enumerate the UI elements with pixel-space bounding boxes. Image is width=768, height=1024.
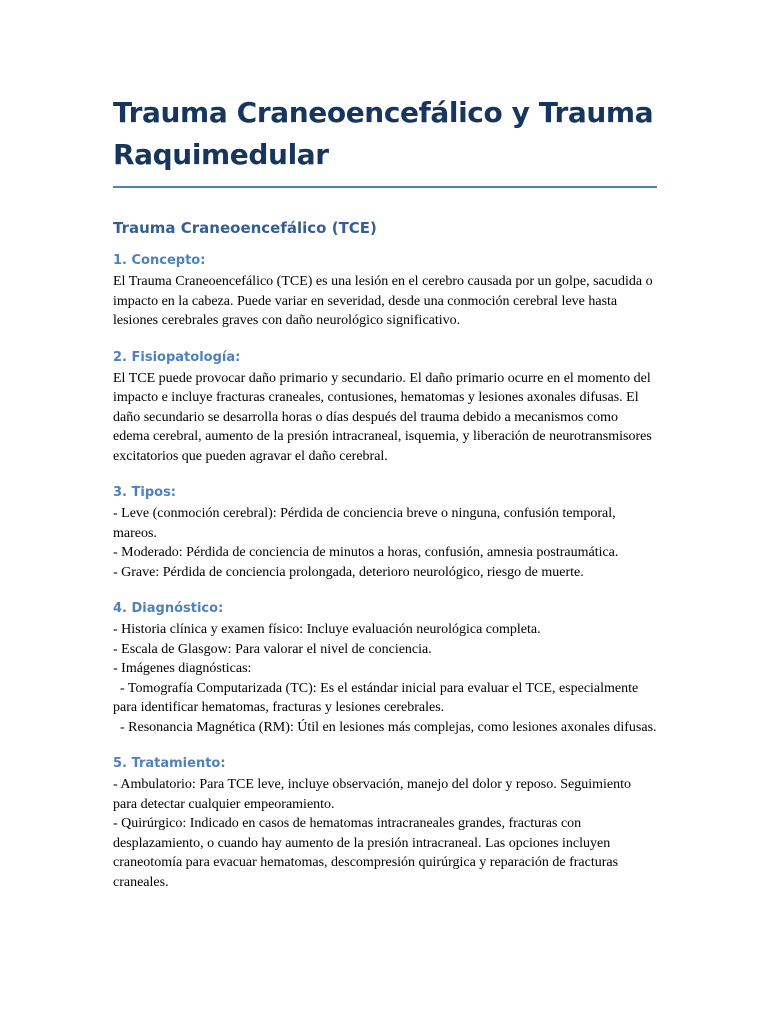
heading-tratamiento: 5. Tratamiento: [113,756,226,771]
list-item-escala-glasgow: - Escala de Glasgow: Para valorar el nivel de conciencia. [113,641,432,657]
paragraph-concepto: El Trauma Craneoencefálico (TCE) es una lesión en el cerebro causada por un golpe, sacudida o impacto en la cabeza. Puede variar en severidad, desde una conmoción cerebral leve hasta lesiones cerebrales graves con daño neurológico significativo. [113,274,653,328]
document-content [113,92,657,892]
list-item-historia-clinica: - Historia clínica y examen físico: Incluye evaluación neurológica completa. [113,622,541,637]
heading-fisiopatologia: 2. Fisiopatología: [113,349,241,365]
list-item-tomografia: - Tomografía Computarizada (TC): Es el estándar inicial para evaluar el TCE, especialmente para identificar hematomas, fracturas y lesiones cerebrales. [113,680,642,715]
list-item-ambulatorio: - Ambulatorio: Para TCE leve, incluye observación, manejo del dolor y reposo. Seguimiento para detectar cualquier empeoramiento. [113,777,635,812]
list-item-tipo-leve: - Leve (conmoción cerebral): Pérdida de conciencia breve o ninguna, confusión temporal, mareos. [113,506,620,541]
list-item-tipo-grave: - Grave: Pérdida de conciencia prolongada, deterioro neurológico, riesgo de muerte. [113,564,584,580]
heading-diagnostico: 4. Diagnóstico: [113,601,224,616]
heading-concepto: 1. Concepto: [113,253,206,268]
list-item-tipo-moderado: - Moderado: Pérdida de conciencia de minutos a horas, confusión, amnesia postraumática. [113,545,619,560]
document-title: Trauma Craneoencefálico y Trauma Raquimedular [113,92,657,188]
list-item-quirurgico: - Quirúrgico: Indicado en casos de hematomas intracraneales grandes, fracturas con desplazamiento, o cuando hay aumento de la presión intracraneal. Las opciones incluyen craneotomía para evacuar hematomas, descompresión quirúrgica y reparación de fracturas craneales. [113,816,622,890]
paragraph-fisiopatologia: El TCE puede provocar daño primario y secundario. El daño primario ocurre en el momento del impacto e incluye fracturas craneales, contusiones, hematomas y lesiones axonales difusas. El daño secundario se desarrolla horas o días después del trauma debido a mecanismos como edema cerebral, aumento de la presión intracraneal, isquemia, y liberación de neurotransmisores excitatorios que pueden agravar el daño cerebral. [113,370,652,464]
heading-tipos: 3. Tipos: [113,485,177,500]
list-item-imagenes: - Imágenes diagnósticas: [113,661,252,676]
section-title-tce: Trauma Craneoencefálico (TCE) [113,219,377,237]
list-item-resonancia: - Resonancia Magnética (RM): Útil en lesiones más complejas, como lesiones axonales difusas. [113,719,657,735]
